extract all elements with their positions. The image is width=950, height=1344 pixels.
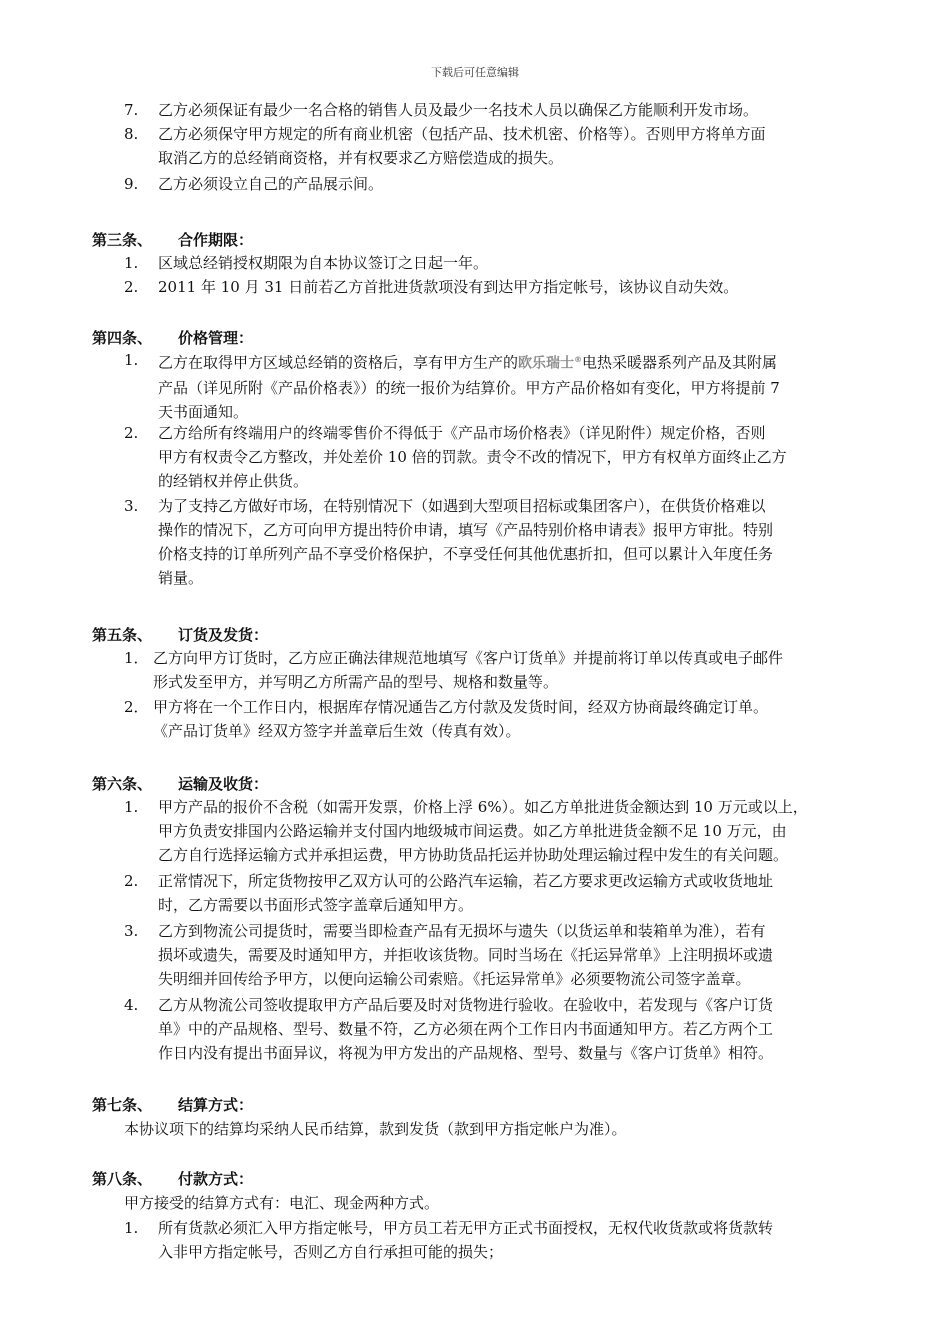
clause-line: 乙方自行选择运输方式并承担运费，甲方协助货品托运并协助处理运输过程中发生的有关问题。 xyxy=(158,846,789,864)
clause-line: 产品（详见所附《产品价格表》）的统一报价为结算价。甲方产品价格如有变化，甲方将提前 7 xyxy=(158,378,780,397)
clause-text xyxy=(153,695,865,743)
clause-line: 乙方从物流公司签收提取甲方产品后要及时对货物进行验收。在验收中，若发现与《客户订货 xyxy=(158,996,774,1014)
section-heading xyxy=(92,1094,253,1115)
clause-text xyxy=(158,251,870,275)
section-heading xyxy=(92,327,253,348)
clause-text xyxy=(153,646,865,694)
clause-line-continuation: 电热采暖器系列产品及其附属 xyxy=(582,353,778,372)
section-heading xyxy=(92,229,253,250)
clause-line: 乙方必须保守甲方规定的所有商业机密（包括产品、技术机密、价格等）。否则甲方将单方面 xyxy=(158,125,766,143)
clause-line: 价格支持的订单所列产品不享受价格保护，不享受任何其他优惠折扣，但可以累计入年度任务 xyxy=(158,545,774,563)
section-number: 第三条、 xyxy=(92,231,153,249)
clause-line: 入非甲方指定帐号，否则乙方自行承担可能的损失； xyxy=(158,1243,504,1261)
section-title: 付款方式： xyxy=(178,1170,254,1188)
clause-line: 甲方将在一个工作日内，根据库存情况通告乙方付款及发货时间，经双方协商最终确定订单。 xyxy=(153,698,769,716)
clause-number: 1． xyxy=(124,649,149,667)
section-heading xyxy=(92,624,268,645)
clause-text xyxy=(158,1216,870,1264)
clause-text xyxy=(158,869,870,917)
clause-line: 为了支持乙方做好市场，在特别情况下（如遇到大型项目招标或集团客户），在供货价格难以 xyxy=(158,497,766,515)
brand-logo xyxy=(518,348,582,376)
clause-text xyxy=(158,421,870,493)
registered-mark: ® xyxy=(574,355,583,364)
clause-line: 区域总经销授权期限为自本协议签订之日起一年。 xyxy=(158,254,489,272)
section-title: 价格管理： xyxy=(178,329,254,347)
clause-line: 操作的情况下，乙方可向甲方提出特价申请，填写《产品特别价格申请表》报甲方审批。特别 xyxy=(158,521,774,539)
section-title: 运输及收货： xyxy=(178,775,269,793)
clause-line: 失明细并回传给予甲方，以便向运输公司索赔。《托运异常单》必须要物流公司签字盖章。 xyxy=(158,970,751,988)
clause-number: 8. xyxy=(124,125,139,143)
clause-number: 3. xyxy=(124,922,139,940)
section-title: 结算方式： xyxy=(178,1096,254,1114)
clause-line: 乙方到物流公司提货时，需要当即检查产品有无损坏与遗失（以货运单和装箱单为准），若有 xyxy=(158,922,766,940)
section-title: 订货及发货： xyxy=(178,626,269,644)
clause-number: 2. xyxy=(124,872,139,890)
section-heading xyxy=(92,773,268,794)
section-number: 第七条、 xyxy=(92,1096,153,1114)
clause-text xyxy=(158,98,870,122)
clause-line: 所有货款必须汇入甲方指定帐号，甲方员工若无甲方正式书面授权，无权代收货款或将货款转 xyxy=(158,1219,774,1237)
clause-line: 时，乙方需要以书面形式签字盖章后通知甲方。 xyxy=(158,896,474,914)
clause-line: 甲方负责安排国内公路运输并支付国内地级城市间运费。如乙方单批进货金额不足 10 万元，由 xyxy=(158,822,787,840)
clause-text xyxy=(158,122,870,170)
clause-number: 2. xyxy=(124,424,139,442)
clause-number: 1. xyxy=(124,351,139,369)
clause-number: 9. xyxy=(124,175,139,193)
clause-text xyxy=(158,494,870,590)
clause-number: 2. xyxy=(124,278,139,296)
clause-number: 3. xyxy=(124,497,139,515)
clause-number: 1. xyxy=(124,798,139,816)
clause-text xyxy=(158,795,870,867)
clause-text xyxy=(158,919,870,991)
clause-text xyxy=(158,993,870,1065)
clause-line: 正常情况下，所定货物按甲乙双方认可的公路汽车运输，若乙方要求更改运输方式或收货地址 xyxy=(158,872,774,890)
clause-line: 销量。 xyxy=(158,569,204,587)
clause-line: 2011 年 10 月 31 日前若乙方首批进货款项没有到达甲方指定帐号，该协议自动失效。 xyxy=(158,278,739,296)
clause-line: 甲方有权责令乙方整改，并处差价 10 倍的罚款。责令不改的情况下，甲方有权单方面终止乙方 xyxy=(158,448,787,466)
clause-line: 单》中的产品规格、型号、数量不符，乙方必须在两个工作日内书面通知甲方。若乙方两个工 xyxy=(158,1020,774,1038)
clause-line: 《产品订货单》经双方签字并盖章后生效（传真有效）。 xyxy=(153,722,521,740)
clause-line: 形式发至甲方，并写明乙方所需产品的型号、规格和数量等。 xyxy=(153,673,559,691)
clause-line: 的经销权并停止供货。 xyxy=(158,472,309,490)
section-number: 第五条、 xyxy=(92,626,153,644)
section-title: 合作期限： xyxy=(178,231,254,249)
section-number: 第八条、 xyxy=(92,1170,153,1188)
page-header: 下载后可任意编辑 xyxy=(431,66,519,79)
clause-line: 乙方向甲方订货时，乙方应正确法律规范地填写《客户订货单》并提前将订单以传真或电子邮件 xyxy=(153,649,784,667)
clause-number: 1. xyxy=(124,1219,139,1237)
clause-number: 7. xyxy=(124,101,139,119)
clause-number: 2． xyxy=(124,698,149,716)
clause-line: 乙方必须保证有最少一名合格的销售人员及最少一名技术人员以确保乙方能顺利开发市场。 xyxy=(158,101,759,119)
section-paragraph: 甲方接受的结算方式有：电汇、现金两种方式。 xyxy=(124,1194,440,1212)
brand-logo-text: 欧乐瑞士 xyxy=(518,355,575,372)
section-paragraph: 本协议项下的结算均采纳人民币结算，款到发货（款到甲方指定帐户为准）。 xyxy=(124,1120,627,1138)
section-number: 第四条、 xyxy=(92,329,153,347)
clause-line: 损坏或遗失，需要及时通知甲方，并拒收该货物。同时当场在《托运异常单》上注明损坏或遗 xyxy=(158,946,774,964)
clause-line: 乙方给所有终端用户的终端零售价不得低于《产品市场价格表》（详见附件）规定价格，否则 xyxy=(158,424,766,442)
clause-line: 天书面通知。 xyxy=(158,402,249,421)
clause-text xyxy=(158,172,870,196)
clause-text xyxy=(158,275,870,299)
clause-line: 甲方产品的报价不含税（如需开发票，价格上浮 6%）。如乙方单批进货金额达到 10 万元或以上， xyxy=(158,798,808,816)
section-number: 第六条、 xyxy=(92,775,153,793)
clause-line: 乙方在取得甲方区域总经销的资格后，享有甲方生产的欧乐瑞士®电热采暖器系列产品及其附属 xyxy=(158,348,870,376)
section-heading xyxy=(92,1168,253,1189)
clause-number: 4. xyxy=(124,996,139,1014)
clause-line: 取消乙方的总经销商资格，并有权要求乙方赔偿造成的损失。 xyxy=(158,149,564,167)
clause-text xyxy=(158,348,870,424)
clause-line: 作日内没有提出书面异议，将视为甲方发出的产品规格、型号、数量与《客户订货单》相符。 xyxy=(158,1044,774,1062)
clause-line: 乙方必须设立自己的产品展示间。 xyxy=(158,175,384,193)
clause-number: 1. xyxy=(124,254,139,272)
